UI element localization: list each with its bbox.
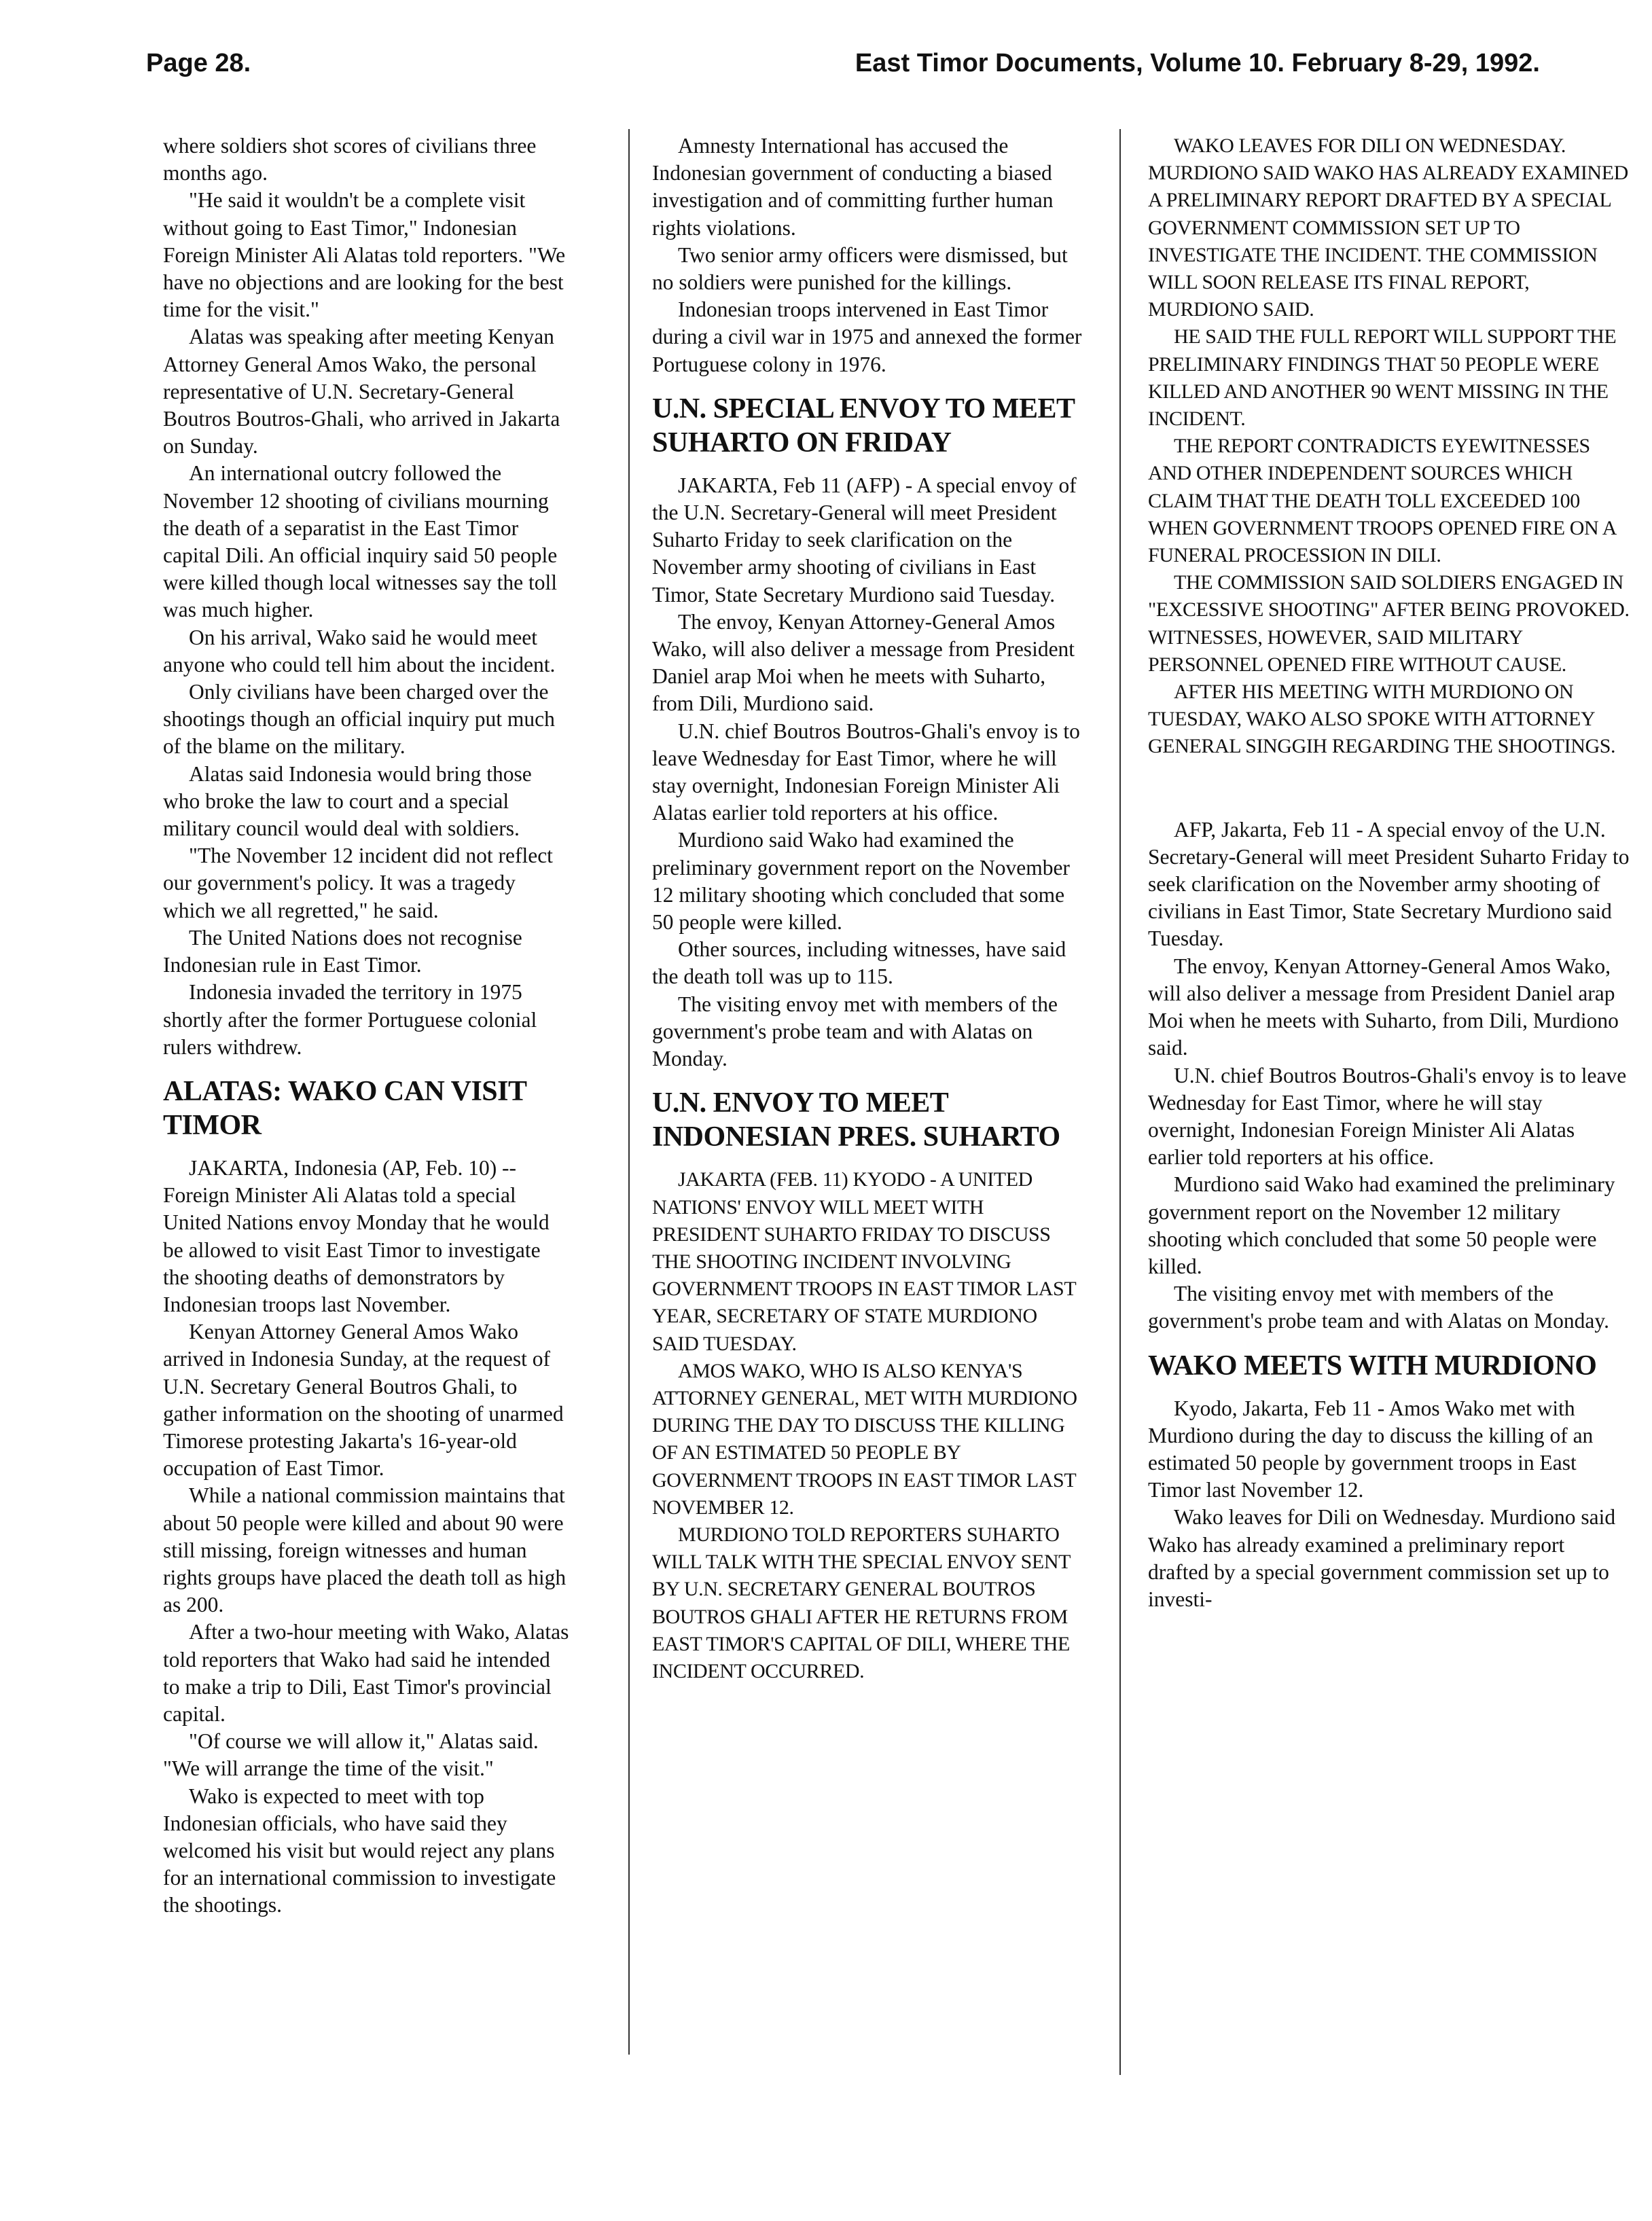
paragraph: HE SAID THE FULL REPORT WILL SUPPORT THE PRELIMINARY FINDINGS THAT 50 PEOPLE WERE KILLED AND ANOTHER 90 WENT MISSING IN THE INCIDENT. bbox=[1148, 325, 1617, 431]
paragraph: "The November 12 incident did not reflect our government's policy. It was a tragedy which we all regretted," he said. bbox=[163, 844, 553, 922]
paragraph: Amnesty International has accused the Indonesian government of conducting a biased investigation and of committing further human rights violations. bbox=[652, 134, 1054, 240]
paragraph: An international outcry followed the November 12 shooting of civilians mourning the death of a separatist in the East Timor capital Dili. An official inquiry said 50 people were killed though local witnesses say the toll was much higher. bbox=[163, 461, 558, 622]
paragraph: U.N. chief Boutros Boutros-Ghali's envoy is to leave Wednesday for East Timor, where he will stay overnight, Indonesian Foreign Minister Ali Alatas earlier told reporters at his office. bbox=[1148, 1063, 1627, 1170]
paragraph: Wako is expected to meet with top Indonesian officials, who have said they welcomed his visit but would reject any plans for an international commission to investigate the shootings. bbox=[163, 1784, 556, 1917]
column-divider bbox=[628, 129, 630, 2055]
paragraph: On his arrival, Wako said he would meet anyone who could tell him about the incident. bbox=[163, 625, 556, 676]
paragraph: AFP, Jakarta, Feb 11 - A special envoy of the U.N. Secretary-General will meet President Suharto Friday to seek clarification on the November army shooting of civilians in East Timor, State Secretary Murdiono said Tuesday. bbox=[1148, 817, 1630, 951]
paragraph: JAKARTA (FEB. 11) KYODO - A UNITED NATIONS' ENVOY WILL MEET WITH PRESIDENT SUHARTO FRIDAY TO DISCUSS THE SHOOTING INCIDENT INVOLVING GOVERNMENT TROOPS IN EAST TIMOR LAST YEAR, SECRETARY OF STATE MURDIONO SAID TUESDAY. bbox=[652, 1168, 1076, 1355]
paragraph: Alatas said Indonesia would bring those who broke the law to court and a special military council would deal with soldiers. bbox=[163, 761, 532, 841]
paragraph: where soldiers shot scores of civilians three months ago. bbox=[163, 134, 537, 185]
paragraph: Kenyan Attorney General Amos Wako arrived in Indonesia Sunday, at the request of U.N. Secretary General Boutros Ghali, to gather information on the shooting of unarmed Timorese protesting Jakarta's 16-year-old occupation of East Timor. bbox=[163, 1320, 564, 1481]
paragraph: Wako leaves for Dili on Wednesday. Murdiono said Wako has already examined a preliminary report drafted by a special government commission set up to investi- bbox=[1148, 1505, 1616, 1611]
page-header bbox=[146, 42, 1540, 90]
paragraph: "Of course we will allow it," Alatas said. "We will arrange the time of the visit." bbox=[163, 1729, 539, 1781]
paragraph: WAKO LEAVES FOR DILI ON WEDNESDAY. MURDIONO SAID WAKO HAS ALREADY EXAMINED A PRELIMINARY REPORT DRAFTED BY A SPECIAL GOVERNMENT COMMISSION SET UP TO INVESTIGATE THE INCIDENT. THE COMMISSION WILL SOON RELEASE ITS FINAL REPORT, MURDIONO SAID. bbox=[1148, 134, 1628, 321]
column-1 bbox=[163, 132, 571, 1919]
paragraph: The envoy, Kenyan Attorney-General Amos Wako, will also deliver a message from President Daniel arap Moi when he meets with Suharto, from Dili, Murdiono said. bbox=[652, 609, 1075, 716]
paragraph: AMOS WAKO, WHO IS ALSO KENYA'S ATTORNEY GENERAL, MET WITH MURDIONO DURING THE DAY TO DISCUSS THE KILLING OF AN ESTIMATED 50 PEOPLE BY GOVERNMENT TROOPS IN EAST TIMOR LAST NOVEMBER 12. bbox=[652, 1359, 1077, 1519]
paragraph: Murdiono said Wako had examined the preliminary government report on the November 12 military shooting which concluded that some 50 people were killed. bbox=[1148, 1172, 1615, 1278]
paragraph: The envoy, Kenyan Attorney-General Amos Wako, will also deliver a message from President Daniel arap Moi when he meets with Suharto, from Dili, Murdiono said. bbox=[1148, 954, 1619, 1060]
page-number: Page 28. bbox=[146, 49, 251, 77]
paragraph: The United Nations does not recognise Indonesian rule in East Timor. bbox=[163, 925, 522, 977]
article-headline: U.N. ENVOY TO MEET INDONESIAN PRES. SUHARTO bbox=[652, 1087, 1060, 1153]
paragraph: THE COMMISSION SAID SOLDIERS ENGAGED IN "EXCESSIVE SHOOTING" AFTER BEING PROVOKED. WITNESSES, HOWEVER, SAID MILITARY PERSONNEL OPENED FIRE WITHOUT CAUSE. bbox=[1148, 571, 1630, 676]
article-headline: WAKO MEETS WITH MURDIONO bbox=[1148, 1350, 1597, 1382]
paragraph: MURDIONO TOLD REPORTERS SUHARTO WILL TALK WITH THE SPECIAL ENVOY SENT BY U.N. SECRETARY GENERAL BOUTROS BOUTROS GHALI AFTER HE RETURNS FROM EAST TIMOR'S CAPITAL OF DILI, WHERE THE INCIDENT OCCURRED. bbox=[652, 1523, 1071, 1682]
paragraph: Only civilians have been charged over the shootings though an official inquiry put much of the blame on the military. bbox=[163, 680, 555, 759]
paragraph: Other sources, including witnesses, have said the death toll was up to 115. bbox=[652, 937, 1066, 989]
paragraph: U.N. chief Boutros Boutros-Ghali's envoy is to leave Wednesday for East Timor, where he will stay overnight, Indonesian Foreign Minister Ali Alatas earlier told reporters at his office. bbox=[652, 719, 1080, 825]
paragraph: "He said it wouldn't be a complete visit without going to East Timor," Indonesian Foreign Minister Ali Alatas told reporters. "We have no objections and are looking for the best time for the visit." bbox=[163, 188, 566, 322]
paragraph: Indonesian troops intervened in East Timor during a civil war in 1975 and annexed the former Portuguese colony in 1976. bbox=[652, 297, 1082, 376]
spacer bbox=[1148, 761, 1630, 816]
paragraph: While a national commission maintains that about 50 people were killed and about 90 were still missing, foreign witnesses and human rights groups have placed the death toll as high as 200. bbox=[163, 1483, 567, 1617]
paragraph: Kyodo, Jakarta, Feb 11 - Amos Wako met with Murdiono during the day to discuss the killing of an estimated 50 people by government troops in East Timor last November 12. bbox=[1148, 1396, 1594, 1502]
paragraph: Two senior army officers were dismissed, but no soldiers were punished for the killings. bbox=[652, 242, 1068, 295]
article-headline: U.N. SPECIAL ENVOY TO MEET SUHARTO ON FRIDAY bbox=[652, 393, 1075, 458]
column-2 bbox=[652, 132, 1087, 1685]
paragraph: The visiting envoy met with members of the government's probe team and with Alatas on Monday. bbox=[1148, 1282, 1609, 1333]
paragraph: JAKARTA, Feb 11 (AFP) - A special envoy of the U.N. Secretary-General will meet President Suharto Friday to seek clarification on the November army shooting of civilians in East Timor, State Secretary Murdiono said Tuesday. bbox=[652, 473, 1077, 607]
article-headline: ALATAS: WAKO CAN VISIT TIMOR bbox=[163, 1075, 526, 1141]
paragraph: AFTER HIS MEETING WITH MURDIONO ON TUESDAY, WAKO ALSO SPOKE WITH ATTORNEY GENERAL SINGGIH REGARDING THE SHOOTINGS. bbox=[1148, 681, 1616, 758]
running-title: East Timor Documents, Volume 10. February 8-29, 1992. bbox=[855, 49, 1540, 77]
column-divider bbox=[1119, 129, 1121, 2075]
paragraph: The visiting envoy met with members of the government's probe team and with Alatas on Monday. bbox=[652, 992, 1058, 1071]
paragraph: THE REPORT CONTRADICTS EYEWITNESSES AND OTHER INDEPENDENT SOURCES WHICH CLAIM THAT THE DEATH TOLL EXCEEDED 100 WHEN GOVERNMENT TROOPS OPENED FIRE ON A FUNERAL PROCESSION IN DILI. bbox=[1148, 435, 1616, 567]
paragraph: Murdiono said Wako had examined the preliminary government report on the November 12 military shooting which concluded that some 50 people were killed. bbox=[652, 828, 1070, 935]
column-3 bbox=[1148, 132, 1630, 1613]
paragraph: After a two-hour meeting with Wako, Alatas told reporters that Wako had said he intended to make a trip to Dili, East Timor's provincial capital. bbox=[163, 1620, 569, 1726]
paragraph: Alatas was speaking after meeting Kenyan Attorney General Amos Wako, the personal representative of U.N. Secretary-General Boutros Boutros-Ghali, who arrived in Jakarta on Sunday. bbox=[163, 325, 560, 458]
paragraph: Indonesia invaded the territory in 1975 shortly after the former Portuguese colonial rulers withdrew. bbox=[163, 980, 537, 1059]
paragraph: JAKARTA, Indonesia (AP, Feb. 10) -- Foreign Minister Ali Alatas told a special United Nations envoy Monday that he would be allowed to visit East Timor to investigate the shooting deaths of demonstrators by Indonesian troops last November. bbox=[163, 1155, 550, 1316]
